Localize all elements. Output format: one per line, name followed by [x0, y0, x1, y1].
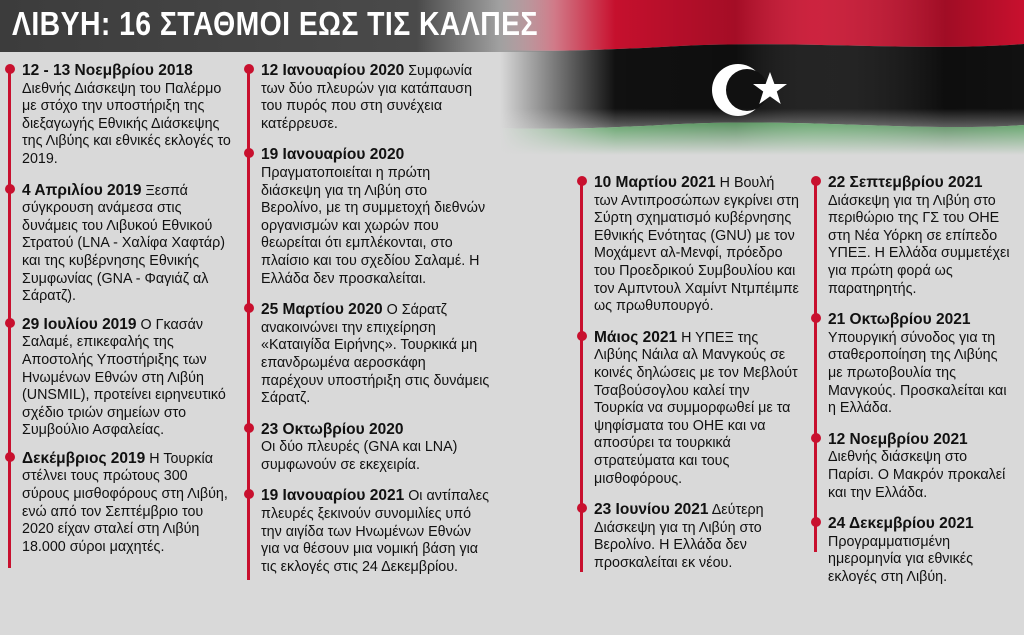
- entry-text: Ο Σάρατζ ανακοινώνει την επιχείρηση «Καταιγίδα Ειρήνης». Τουρκικά μη επανδρωμένα αεροσκάφη παρέχουν υποστήριξη στις δυνάμεις Σάρατζ.: [261, 302, 490, 407]
- entry-text: Ξεσπά σύγκρουση ανάμεσα στις δυνάμεις του Λιβυκού Εθνικού Στρατού (LNA - Χαλίφα Χαφτάρ) και της κυβέρνησης Εθνικής Συμφωνίας (GNA - Φαγιάζ αλ Σάρατζ).: [22, 182, 225, 305]
- entry-text: Η ΥΠΕΞ της Λιβύης Νάιλα αλ Μανγκούς σε κοινές δηλώσεις με τον Μεβλούτ Τσαβούσογλου καλεί την Τουρκία να συμμορφωθεί με τα ψηφίσματα του ΟΗΕ και να αποσύρει τα τουρκικά στρατεύματα και τους μισθοφόρους.: [594, 329, 798, 487]
- timeline-dot: [577, 503, 587, 513]
- timeline-entry: [580, 501, 802, 572]
- timeline-entry: [247, 146, 492, 288]
- timeline-entry: [8, 316, 233, 440]
- timeline-dot: [5, 318, 15, 328]
- timeline-entry: [8, 450, 233, 557]
- entry-text: Συμφωνία των δύο πλευρών για κατάπαυση του πυρός που στη συνέχεια κατέρρευσε.: [261, 63, 473, 132]
- entry-date: 12 Νοεμβρίου 2021: [828, 430, 968, 448]
- entry-date: Δεκέμβριος 2019: [22, 449, 146, 467]
- entry-text: Δεύτερη Διάσκεψη για τη Λιβύη στο Βερολίνο. Η Ελλάδα δεν προσκαλείται εκ νέου.: [594, 502, 764, 571]
- entry-date: 23 Οκτωβρίου 2020: [261, 420, 404, 438]
- timeline-entry: [580, 329, 802, 488]
- entry-date: 10 Μαρτίου 2021: [594, 174, 716, 191]
- timeline-entry: [814, 311, 1016, 418]
- timeline-entry: [247, 62, 492, 133]
- timeline-dot: [244, 423, 254, 433]
- timeline-entry: [580, 174, 802, 316]
- timeline-entry: [8, 182, 233, 306]
- timeline-column-2: [247, 62, 492, 576]
- title-bar: [0, 0, 555, 52]
- entry-text: Η Τουρκία στέλνει τους πρώτους 300 σύρους μισθοφόρους στη Λιβύη, ενώ από τον Σεπτέμβριο του 2020 είχαν σταλεί στη Λιβύη 18.000 σύροι μαχητές.: [22, 450, 228, 555]
- entry-text: Διάσκεψη για τη Λιβύη στο περιθώριο της ΓΣ του ΟΗΕ στη Νέα Υόρκη σε επίπεδο ΥΠΕΞ. Η Ελλάδα συμμετέχει για πρώτη φορά ως παρατηρητής.: [828, 192, 1010, 297]
- entry-text: Ο Γκασάν Σαλαμέ, επικεφαλής της Αποστολής Υποστήριξης των Ηνωμένων Εθνών στη Λιβύη (UNSMIL), προτείνει ειρηνευτικό σχέδιο τριών σημείων στο Συμβούλιο Ασφαλείας.: [22, 316, 226, 439]
- entry-date: 12 - 13 Νοεμβρίου 2018: [22, 62, 193, 79]
- timeline-dot: [5, 64, 15, 74]
- timeline-dot: [244, 148, 254, 158]
- entry-date: 19 Ιανουαρίου 2021: [261, 487, 405, 505]
- timeline-entry: [814, 174, 1016, 298]
- entry-text: Οι αντίπαλες πλευρές ξεκινούν συνομιλίες υπό την αιγίδα των Ηνωμένων Εθνών για να θέσουν μια νομική βάση για τις εκλογές στις 24 Δεκεμβρίου.: [261, 488, 490, 575]
- entry-text: Πραγματοποιείται η πρώτη διάσκεψη για τη Λιβύη στο Βερολίνο, με τη συμμετοχή διεθνών οργανισμών και χωρών που θεωρείται ότι εμπλέκονται, στο πλαίσιο και του σχεδίου Σαλαμέ. Η Ελλάδα δεν προσκαλείται.: [261, 164, 486, 287]
- timeline-column-4: [814, 174, 1016, 586]
- timeline-dot: [577, 331, 587, 341]
- entry-date: 21 Οκτωβρίου 2021: [828, 311, 971, 329]
- page-title: ΛΙΒΥΗ: 16 ΣΤΑΘΜΟΙ ΕΩΣ ΤΙΣ ΚΑΛΠΕΣ: [12, 5, 538, 42]
- entry-date: 22 Σεπτεμβρίου 2021: [828, 174, 983, 191]
- entry-text: Προγραμματισμένη ημερομηνία για εθνικές εκλογές στη Λιβύη.: [828, 533, 974, 585]
- entry-date: 25 Μαρτίου 2020: [261, 301, 383, 319]
- entry-date: 12 Ιανουαρίου 2020: [261, 62, 405, 79]
- entry-text: Υπουργική σύνοδος για τη σταθεροποίηση της Λιβύης με πρωτοβουλία της Μανγκούς. Προσκαλείται και η Ελλάδα.: [828, 329, 1007, 417]
- timeline-entry: [814, 431, 1016, 502]
- entry-date: 24 Δεκεμβρίου 2021: [828, 515, 974, 533]
- entry-date: Μάιος 2021: [594, 328, 678, 346]
- timeline-dot: [811, 517, 821, 527]
- timeline-dot: [811, 313, 821, 323]
- timeline-dot: [244, 303, 254, 313]
- libya-flag-icon: [500, 0, 1024, 155]
- entry-text: Η Βουλή των Αντιπροσώπων εγκρίνει στη Σύρτη σχηματισμό κυβέρνησης Εθνικής Ενότητας (GNU) με τον Μοχάμεντ αλ-Μενφί, πρόεδρο του Προεδρικού Συμβουλίου και τον Αμπντουλ Χαμίντ Ντμπέιμπε ως πρωθυπουργό.: [594, 175, 799, 315]
- timeline-column-3: [580, 174, 802, 572]
- timeline-entry: [247, 301, 492, 408]
- timeline-entry: [247, 421, 492, 475]
- entry-text: Οι δύο πλευρές (GNA και LNA) συμφωνούν σε εκεχειρία.: [261, 439, 458, 473]
- timeline-dot: [244, 64, 254, 74]
- entry-date: 19 Ιανουαρίου 2020: [261, 146, 405, 164]
- timeline-dot: [811, 433, 821, 443]
- timeline-entry: [814, 515, 1016, 586]
- timeline-dot: [5, 184, 15, 194]
- entry-date: 23 Ιουνίου 2021: [594, 501, 709, 519]
- timeline-entry: [8, 62, 233, 169]
- timeline-dot: [811, 176, 821, 186]
- timeline-entry: [247, 487, 492, 576]
- timeline-dot: [577, 176, 587, 186]
- timeline-dot: [5, 452, 15, 462]
- entry-date: 4 Απριλίου 2019: [22, 181, 142, 199]
- entry-date: 29 Ιουλίου 2019: [22, 315, 137, 333]
- entry-text: Διεθνής διάσκεψη στο Παρίσι. Ο Μακρόν προκαλεί και την Ελλάδα.: [828, 449, 1006, 501]
- timeline-dot: [244, 489, 254, 499]
- timeline-column-1: [8, 62, 233, 556]
- entry-text: Διεθνής Διάσκεψη του Παλέρμο με στόχο την υποστήριξη της διεξαγωγής Εθνικής Διάσκεψης της Λιβύης και εθνικές εκλογές το 2019.: [22, 80, 231, 167]
